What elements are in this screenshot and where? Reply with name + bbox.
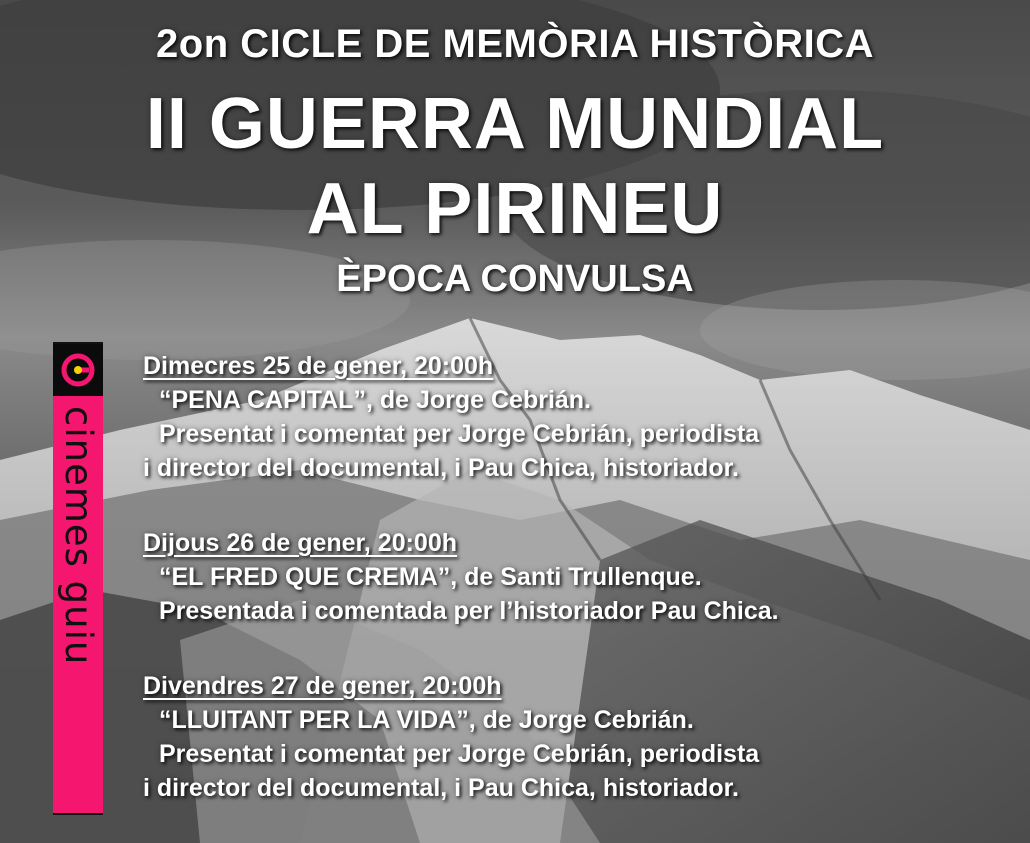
event-date: Divendres 27 de gener, 20:00h [143, 672, 502, 700]
event-description: i director del documental, i Pau Chica, historiador. [143, 774, 739, 802]
cycle-supertitle: 2on CICLE DE MEMÒRIA HISTÒRICA [156, 22, 874, 66]
event-film: “LLUITANT PER LA VIDA”, de Jorge Cebrián. [159, 706, 694, 734]
event-description: Presentat i comentat per Jorge Cebrián, periodista [159, 420, 760, 448]
event-description: Presentat i comentat per Jorge Cebrián, periodista [159, 740, 760, 768]
event-film: “EL FRED QUE CREMA”, de Santi Trullenque. [159, 563, 702, 591]
cinema-logo-icon [53, 344, 103, 396]
events-list [143, 349, 1003, 805]
event-date: Dimecres 25 de gener, 20:00h [143, 352, 494, 380]
brand-name: cinemes guiu [57, 406, 100, 666]
title-line-1: II GUERRA MUNDIAL [145, 84, 885, 164]
event-item [143, 526, 1003, 628]
event-description: Presentada i comentada per l’historiador Pau Chica. [159, 597, 779, 625]
title-line-2: AL PIRINEU [306, 169, 724, 249]
event-film: “PENA CAPITAL”, de Jorge Cebrián. [159, 386, 592, 414]
event-date: Dijous 26 de gener, 20:00h [143, 529, 458, 557]
subtitle: ÈPOCA CONVULSA [336, 258, 694, 300]
event-item [143, 669, 1003, 805]
event-description: i director del documental, i Pau Chica, historiador. [143, 454, 739, 482]
event-item [143, 349, 1003, 485]
brand-sidebar [53, 342, 103, 815]
